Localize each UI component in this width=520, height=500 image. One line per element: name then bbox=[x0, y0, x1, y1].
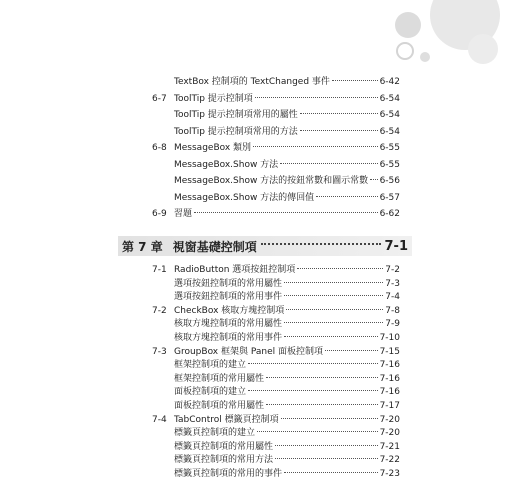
toc-entry-page: 7-21 bbox=[379, 441, 400, 452]
toc-leader-dots bbox=[284, 295, 383, 296]
toc-entry-page: 7-2 bbox=[385, 265, 400, 275]
toc-entry-page: 7-20 bbox=[379, 414, 400, 425]
toc-entry-title: MessageBox.Show 方法的傳回值 bbox=[174, 192, 315, 203]
chapter-heading[interactable] bbox=[118, 236, 412, 256]
toc-entry[interactable] bbox=[174, 318, 400, 330]
toc-entry[interactable] bbox=[174, 441, 400, 453]
toc-leader-dots bbox=[300, 130, 378, 131]
chapter-page: 7-1 bbox=[384, 238, 408, 254]
toc-entry[interactable] bbox=[174, 332, 400, 344]
toc-entry-page: 6-62 bbox=[379, 209, 400, 219]
toc-entry[interactable] bbox=[174, 109, 400, 121]
toc-leader-dots bbox=[316, 196, 377, 197]
toc-entry-page: 6-55 bbox=[379, 159, 400, 170]
toc-entry-number: 7-4 bbox=[152, 414, 167, 425]
toc-entry-title: 核取方塊控制項的常用事件 bbox=[174, 333, 283, 343]
toc-leader-dots bbox=[266, 377, 378, 378]
toc-entry[interactable] bbox=[174, 373, 400, 385]
toc-entry-title: 框架控制項的常用屬性 bbox=[174, 373, 265, 384]
toc-entry[interactable] bbox=[152, 208, 400, 220]
toc-entry-page: 6-55 bbox=[379, 143, 400, 153]
toc-entry-title: 選項按鈕控制項的常用事件 bbox=[174, 292, 283, 303]
toc-entry[interactable] bbox=[174, 400, 400, 412]
toc-entry-page: 7-23 bbox=[379, 469, 400, 479]
toc-leader-dots bbox=[281, 418, 378, 419]
toc-leader-dots bbox=[286, 309, 383, 310]
chapter-leader-dots bbox=[261, 243, 381, 245]
toc-leader-dots bbox=[266, 404, 378, 405]
toc-leader-dots bbox=[253, 146, 378, 147]
toc-leader-dots bbox=[248, 390, 378, 391]
toc-entry[interactable] bbox=[174, 386, 400, 398]
toc-entry-page: 7-22 bbox=[379, 455, 400, 466]
toc-leader-dots bbox=[194, 212, 378, 213]
toc-entry-page: 7-8 bbox=[385, 305, 400, 316]
toc-leader-dots bbox=[255, 97, 378, 98]
toc-entry[interactable] bbox=[152, 305, 400, 317]
toc-entry-title: TextBox 控制項的 TextChanged 事件 bbox=[174, 77, 330, 87]
toc-leader-dots bbox=[325, 350, 378, 351]
toc-entry[interactable] bbox=[174, 192, 400, 204]
toc-entry-title: 面板控制項的常用屬性 bbox=[174, 401, 265, 411]
toc-entry[interactable] bbox=[174, 76, 400, 88]
toc-entry-title: CheckBox 核取方塊控制項 bbox=[174, 305, 285, 316]
toc-leader-dots bbox=[297, 268, 383, 269]
toc-entry[interactable] bbox=[174, 126, 400, 138]
toc-entry[interactable] bbox=[174, 291, 400, 303]
toc-entry-title: MessageBox 類別 bbox=[174, 143, 252, 153]
toc-entry-title: 面板控制項的建立 bbox=[174, 387, 247, 398]
toc-leader-dots bbox=[284, 472, 378, 473]
toc-entry-number: 7-1 bbox=[152, 265, 167, 275]
toc-entry-page: 7-3 bbox=[385, 278, 400, 289]
toc-entry-title: TabControl 標籤頁控制項 bbox=[174, 414, 279, 425]
toc-entry-page: 6-54 bbox=[379, 126, 400, 137]
toc-entry[interactable] bbox=[174, 468, 400, 480]
toc-entry-page: 7-4 bbox=[385, 292, 400, 303]
toc-entry-page: 6-54 bbox=[379, 93, 400, 104]
toc-entry-page: 7-15 bbox=[379, 346, 400, 357]
decor-circle-ring bbox=[396, 42, 414, 60]
toc-entry[interactable] bbox=[174, 278, 400, 290]
toc-entry-number: 7-2 bbox=[152, 305, 167, 316]
toc-entry-title: RadioButton 選項按鈕控制項 bbox=[174, 265, 296, 275]
toc-entry-page: 7-16 bbox=[379, 360, 400, 371]
toc-entry-title: 標籤頁控制項的建立 bbox=[174, 428, 256, 439]
toc-entry-title: MessageBox.Show 方法 bbox=[174, 159, 279, 170]
toc-entry-page: 7-17 bbox=[379, 401, 400, 411]
toc-entry-title: 框架控制項的建立 bbox=[174, 360, 247, 371]
toc-entry-title: 核取方塊控制項的常用屬性 bbox=[174, 319, 283, 330]
toc-entry-title: ToolTip 提示控制項 bbox=[174, 93, 253, 104]
toc-entry[interactable] bbox=[174, 175, 400, 187]
chapter-title: 視窗基礎控制項 bbox=[172, 239, 257, 254]
toc-entry-number: 7-3 bbox=[152, 346, 167, 357]
toc-leader-dots bbox=[257, 431, 378, 432]
toc-entry-title: MessageBox.Show 方法的按鈕常數和圖示常數 bbox=[174, 176, 369, 186]
toc-leader-dots bbox=[275, 445, 378, 446]
toc-entry-page: 7-9 bbox=[385, 319, 400, 330]
toc-leader-dots bbox=[284, 322, 383, 323]
toc-entry[interactable] bbox=[174, 159, 400, 171]
toc-entry-number: 6-7 bbox=[152, 93, 167, 104]
toc-entry-page: 7-16 bbox=[379, 387, 400, 398]
toc-leader-dots bbox=[284, 282, 383, 283]
decor-circle-medium bbox=[395, 12, 421, 38]
toc-leader-dots bbox=[248, 363, 378, 364]
toc-entry-page: 7-10 bbox=[379, 333, 400, 343]
decor-circle-small bbox=[420, 52, 430, 62]
toc-leader-dots bbox=[300, 113, 378, 114]
toc-leader-dots bbox=[284, 336, 378, 337]
toc-entry[interactable] bbox=[152, 142, 400, 154]
toc-entry-title: 選項按鈕控制項的常用屬性 bbox=[174, 278, 283, 289]
toc-leader-dots bbox=[370, 179, 377, 180]
toc-leader-dots bbox=[332, 80, 378, 81]
decor-circle-outer bbox=[468, 34, 498, 64]
toc-entry-page: 6-56 bbox=[379, 176, 400, 186]
toc-entry[interactable] bbox=[152, 264, 400, 276]
toc-entry[interactable] bbox=[174, 359, 400, 371]
toc-entry-page: 7-16 bbox=[379, 373, 400, 384]
toc-entry[interactable] bbox=[174, 454, 400, 466]
toc-entry-title: 標籤頁控制項的常用方法 bbox=[174, 455, 274, 466]
toc-entry-title: ToolTip 提示控制項常用的方法 bbox=[174, 126, 298, 137]
toc-entry-title: 標籤頁控制項的常用的事件 bbox=[174, 469, 283, 479]
toc-entry-title: GroupBox 框架與 Panel 面板控制項 bbox=[174, 346, 323, 357]
toc-entry-page: 6-57 bbox=[379, 192, 400, 203]
toc-entry-number: 6-9 bbox=[152, 209, 167, 219]
chapter-number: 第 7 章 bbox=[122, 239, 163, 254]
toc-entry-number: 6-8 bbox=[152, 143, 167, 153]
toc-entry[interactable] bbox=[152, 414, 400, 426]
toc-entry[interactable] bbox=[174, 427, 400, 439]
toc-entry-page: 6-54 bbox=[379, 110, 400, 120]
toc-leader-dots bbox=[275, 458, 378, 459]
toc-entry[interactable] bbox=[152, 93, 400, 105]
toc-entry[interactable] bbox=[152, 346, 400, 358]
toc-entry-page: 6-42 bbox=[379, 77, 400, 87]
toc-entry-title: 標籤頁控制項的常用屬性 bbox=[174, 441, 274, 452]
toc-entry-title: ToolTip 提示控制項常用的屬性 bbox=[174, 110, 298, 120]
toc-entry-title: 習題 bbox=[174, 209, 193, 219]
toc-leader-dots bbox=[280, 163, 377, 164]
toc-entry-page: 7-20 bbox=[379, 428, 400, 439]
